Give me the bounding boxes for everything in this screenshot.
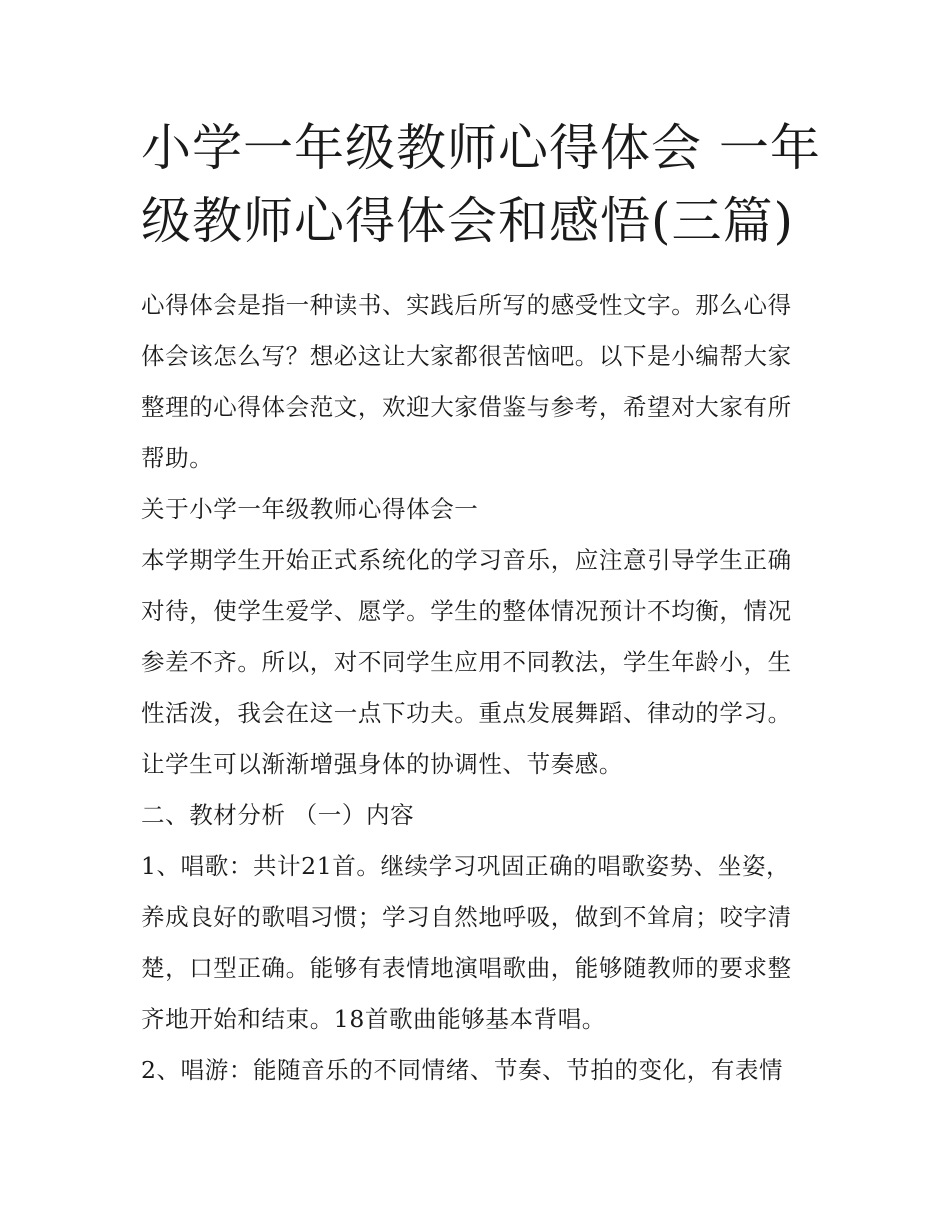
title-line: 级教师心得体会和感悟(三篇) [141,192,795,250]
intro-line: 体会该怎么写？想必这让大家都很苦恼吧。以下是小编帮大家 [141,342,792,370]
paragraph-line: 参差不齐。所以，对不同学生应用不同教法，学生年龄小，生 [141,648,792,676]
section-heading: 关于小学一年级教师心得体会一 [141,495,479,523]
document-page [141,112,821,1096]
intro-line: 整理的心得体会范文，欢迎大家借鉴与参考，希望对大家有所 [141,393,792,421]
list-item-line: 2、唱游：能随音乐的不同情绪、节奏、节拍的变化，有表情 [141,1056,784,1084]
intro-line: 帮助。 [141,444,214,472]
subsection-heading: 二、教材分析 （一）内容 [141,801,415,829]
list-item-line: 齐地开始和结束。18首歌曲能够基本背唱。 [141,1005,606,1033]
document-body [141,280,813,1096]
paragraph-line: 性活泼，我会在这一点下功夫。重点发展舞蹈、律动的学习。 [141,699,792,727]
list-item-line: 养成良好的歌唱习惯；学习自然地呼吸，做到不耸肩；咬字清 [141,903,792,931]
list-item-line: 楚，口型正确。能够有表情地演唱歌曲，能够随教师的要求整 [141,954,792,982]
paragraph-line: 让学生可以渐渐增强身体的协调性、节奏感。 [141,750,623,778]
title-line: 小学一年级教师心得体会 一年 [141,119,821,177]
intro-line: 心得体会是指一种读书、实践后所写的感受性文字。那么心得 [141,291,792,319]
paragraph-line: 本学期学生开始正式系统化的学习音乐，应注意引导学生正确 [141,546,792,574]
list-item-line: 1、唱歌：共计21首。继续学习巩固正确的唱歌姿势、坐姿， [141,852,791,880]
document-title [141,112,821,258]
paragraph-line: 对待，使学生爱学、愿学。学生的整体情况预计不均衡，情况 [141,597,792,625]
